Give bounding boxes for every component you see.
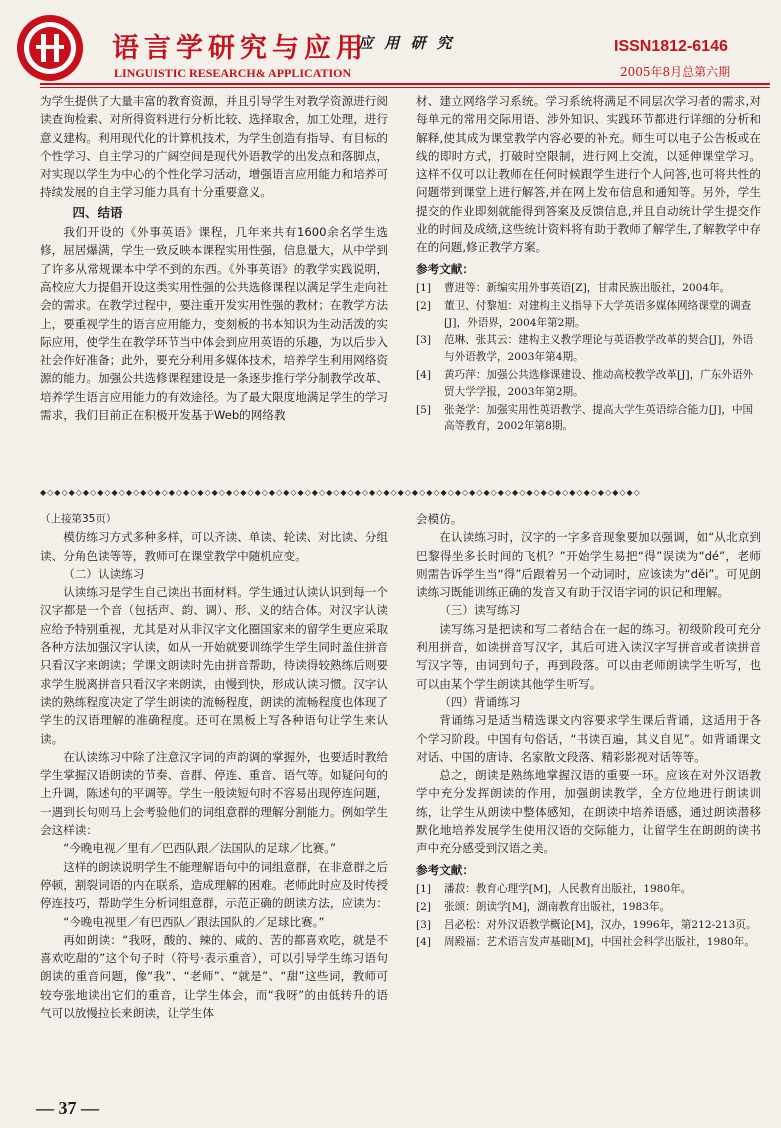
reference-item: [2] 张颂：朗读学[M]，湖南教育出版社，1983年。 — [416, 900, 671, 913]
reference-item: [4] 黄巧萍：加强公共选修课建设、推动高校教学改革[J]，广东外语外贸大学学报，2003年第2期。 — [416, 368, 754, 398]
paragraph: 在认读练习时，汉字的一字多音现象要加以强调，如“从北京到巴黎得坐多长时间的飞机？”开始学生易把“得”误读为“dé”，老师则需告诉学生当“得”后跟着另一个动词时，应该读为“děi”。可见朗读练习既能训练正确的发音又有助于汉语字词的识记和理解。 — [416, 530, 761, 600]
references-list — [416, 280, 761, 435]
paragraph: 认读练习是学生自己读出书面材料。学生通过认读认识到每一个汉字都是一个音（包括声、韵、调）、形、义的结合体。对汉字认读应给予特别重视，尤其是对从非汉字文化圈国家来的留学生更应采取各种方法加强汉字认读，如从一开始就要训练学生学生同时盖住拼音只看汉字来朗读；学课文朗读时先由拼音帮助，待读得较熟练后则要求学生脱离拼音只看汉字来朗读，由慢到快，形成认读习惯。汉字认读的熟练程度决定了学生朗读的流畅程度，朗读的流畅程度也体现了学生的汉语理解的准确程度。还可在黑板上写各种语句让学生来认读。 — [40, 585, 388, 746]
paragraph: 总之，朗读是熟练地掌握汉语的重要一环。应该在对外汉语教学中充分发挥朗读的作用，加强朗读教学，全方位地进行朗读训练，让学生从朗读中整体感知，在朗读中培养语感，通过朗读潜移默化地培养发展学生使用汉语的交际能力，让留学生在朗朗的读书声中充分感受到汉语之美。 — [416, 768, 761, 856]
references-heading: 参考文献： — [416, 862, 474, 877]
article-divider: ◆◇◆◇◆◇◆◇◆◇◆◇◆◇◆◇◆◇◆◇◆◇◆◇◆◇◆◇◆◇◆◇◆◇◆◇◆◇◆◇◆◇◆◇◆◇◆◇◆◇◆◇◆◇◆◇◆◇◆◇◆◇◆◇◆◇◆◇◆◇◆◇◆◇◆◇◆◇◆◇◆◇◆◇ — [40, 489, 641, 497]
paragraph: 材、建立网络学习系统。学习系统将满足不同层次学习者的需求,对每单元的常用交际用语、涉外知识、实践环节都进行详细的分析和解释,使其成为课堂教学内容必要的补充。师生可以电子公告板或在线的即时方式，打破时空限制，进行网上交流，以延伸课堂学习。这样不仅可以让教师在任何时候跟学生进行个人问答,也可将共性的问题带到课堂上进行解答,并在网上发布信息和通知等。另外，学生提交的作业即刻就能得到答案及反馈信息,并且自动统计学生提交作业的时间及成绩,这些统计资料将有助于教师了解学生,了解教学中存在的问题,修正教学方案。 — [416, 94, 761, 255]
reference-item: [4] 周殿福：艺术语言发声基础[M]，中国社会科学出版社，1980年。 — [416, 936, 755, 949]
issn-number: ISSN1812-6146 — [614, 38, 728, 55]
reference-item: [5] 张尧学：加强实用性英语教学、提高大学生英语综合能力[J]，中国高等教育，2002年第8期。 — [416, 403, 754, 433]
header-rule — [40, 83, 770, 85]
references-heading: 参考文献： — [416, 261, 474, 276]
continued-note: （上接第35页） — [40, 513, 117, 525]
journal-logo — [12, 12, 92, 84]
references-list — [416, 881, 761, 951]
subheading: （二）认读练习 — [63, 566, 145, 581]
paragraph: 我们开设的《外事英语》课程，几年来共有1600余名学生选修，屈居爆满，学生一致反映本课程实用性强，信息量大，从中学到了许多从常规课本中学不到的东西。《外事英语》的教学实践说明，高校应大力提倡开设这类实用性强的公共选修课程以满足学生走向社会的需求。在教学过程中，要注重开发实用性强的教材；在教学方法上，要重视学生的语言应用能力，变刻板的书本知识为生动活泼的实际应用，使学生在教学环节当中体会到应用英语的乐趣，为以后步入社会作好准备；此外，要充分利用多媒体技术，培养学生利用网络资源的能力。加强公共选修课程建设是一条逐步推行学分制教学改革、培养学生语言应用能力的有效途径。为了最大限度地满足学生的学习需求，我们目前正在积极开发基于Web的网络教 — [40, 225, 388, 423]
reference-item: [2] 董卫、付黎旭：对建构主义指导下大学英语多媒体网络课堂的调查[J]，外语界，2004年第2期。 — [416, 299, 752, 329]
section-heading: 四、结语 — [72, 204, 123, 220]
page-number: — 37 — — [36, 1098, 99, 1118]
paragraph: 模仿练习方式多种多样，可以齐读、单读、轮读、对比读、分组读、分角色读等等，教师可在课堂教学中随机应变。 — [40, 530, 388, 563]
paragraph: 这样的朗读说明学生不能理解语句中的词组意群，在非意群之后停顿，割裂词语的内在联系，造成理解的困难。老师此时应及时传授停连技巧，帮助学生分析词组意群，示范正确的朗读方法，应读为： — [40, 859, 388, 911]
subheading: （三）读写练习 — [439, 603, 521, 618]
bottom-right-column — [416, 510, 761, 952]
bottom-left-column — [40, 510, 388, 1022]
example-sentence: “今晚电视／里有／巴西队跟／法国队的足球／比赛。” — [63, 841, 337, 856]
reference-item: [1] 曹进等：新编实用外事英语[Z]，甘肃民族出版社，2004年。 — [416, 281, 731, 294]
header-rule-thin — [40, 87, 770, 88]
example-sentence: “今晚电视里／有巴西队／跟法国队的／足球比赛。” — [63, 914, 325, 929]
journal-title: 语言学研究与应用 — [112, 33, 368, 64]
section-label: 应 用 研 究 — [358, 34, 455, 52]
paragraph: 读写练习是把读和写二者结合在一起的练习。初级阶段可充分利用拼音，如读拼音写汉字，其后可进入读汉字写拼音或者读拼音写汉字等，由词到句子，再到段落。可以由老师朗读学生听写，也可以由某个学生朗读其他学生听写。 — [416, 621, 761, 691]
subheading: （四）背诵练习 — [439, 694, 521, 709]
reference-item: [1] 潘菽：教育心理学[M]，人民教育出版社，1980年。 — [416, 882, 692, 895]
paragraph: 再如朗读：“我呀，酸的、辣的、咸的、苦的都喜欢吃，就是不喜欢吃甜的”这个句子时（符号·表示重音），可以引导学生练习语句朗读的重音问题，像“我”、“老师”、“就是”、“甜”这些词，教师可较夸张地读出它们的重音，让学生体会，而“我呀”的由低转升的语气可以放慢拉长来朗读，让学生体 — [40, 932, 388, 1021]
top-right-column — [416, 92, 761, 436]
top-left-column — [40, 92, 388, 424]
paragraph: 背诵练习是适当精选课文内容要求学生课后背诵，这适用于各个学习阶段。中国有句俗话，“书读百遍，其义自见”。如背诵课文对话、中国的唐诗、名家散文段落、精彩影视对话等等。 — [416, 713, 761, 764]
reference-item: [3] 吕必松：对外汉语教学概论[M]，汉办，1996年，第212-213页。 — [416, 918, 757, 931]
paragraph: 会模仿。 — [416, 512, 463, 526]
paragraph: 在认读练习中除了注意汉字词的声韵调的掌握外，也要适时教给学生掌握汉语朗读的节奏、音群、停连、重音、语气等。如疑问句的上升调，陈述句的平调等。学生一般读短句时不容易出现停连问题，一遇到长句则马上会考验他们的词组意群的理解分割能力。例如学生会这样读： — [40, 749, 388, 838]
journal-title-en: LINGUISTIC RESEARCH& APPLICATION — [114, 66, 352, 80]
issue-info: 2005年8月总第六期 — [620, 65, 731, 79]
paragraph: 为学生提供了大量丰富的教育资源，并且引导学生对教学资源进行阅读查询检索、对所得资料进行分析比较、选择取舍，加工处理，进行意义建构。利用现代化的计算机技术，为学生创造有指导、有目标的个性学习、自主学习的广阔空间是现代外语教学的出发点和落脚点，对实现以学生为中心的个性化学习活动，增强语言应用能力和培养可持续发展的自主学习能力具有十分重要意义。 — [40, 94, 388, 200]
reference-item: [3] 范琳、张其云：建构主义教学理论与英语教学改革的契合[J]，外语与外语教学，2003年第4期。 — [416, 334, 754, 364]
